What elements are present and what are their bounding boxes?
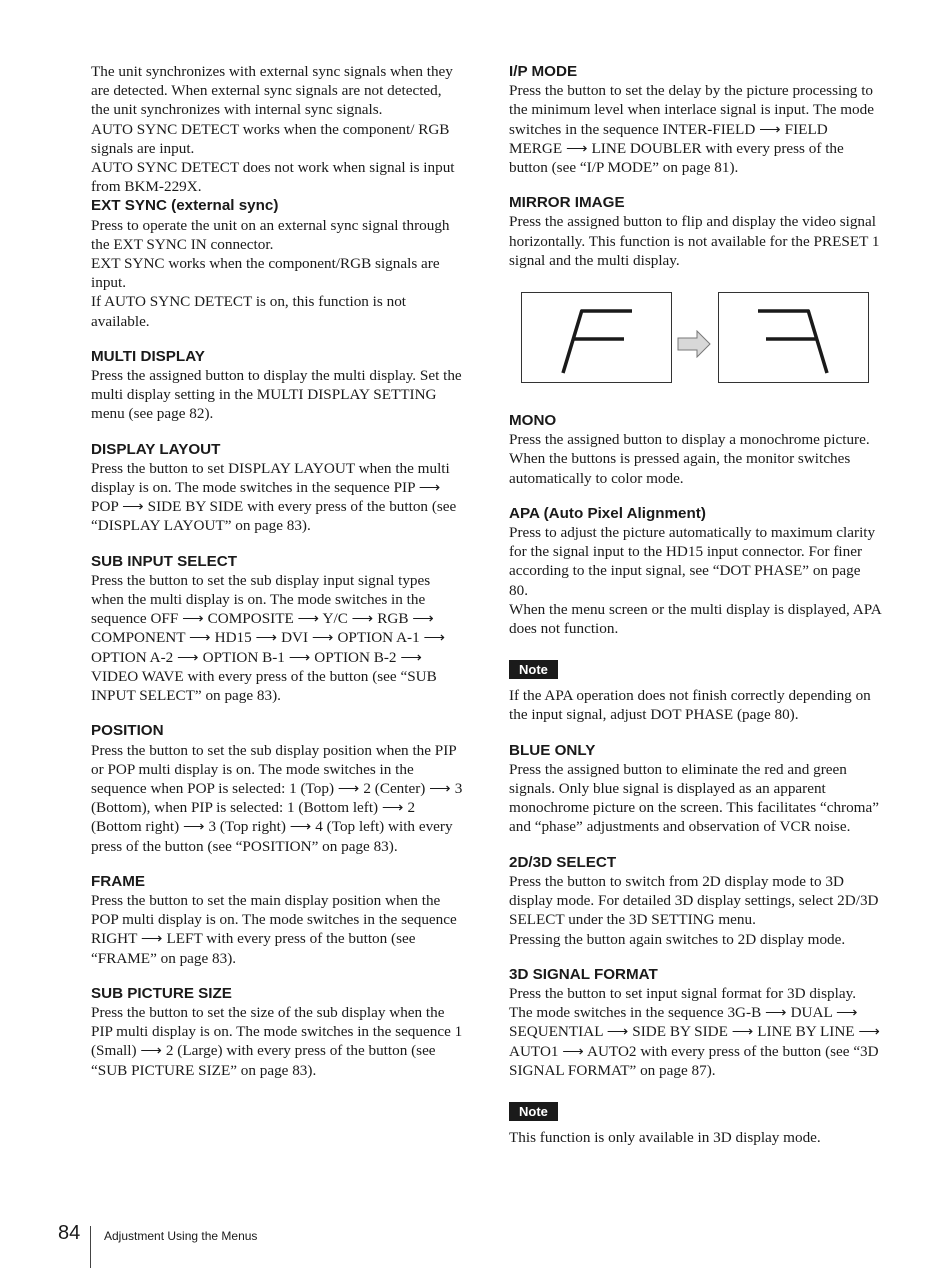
mirrored-image-frame bbox=[718, 292, 869, 383]
note-label: Note bbox=[509, 1102, 558, 1121]
mirror-image-figure bbox=[521, 292, 881, 385]
footer-section-title: Adjustment Using the Menus bbox=[104, 1229, 258, 1243]
section-heading: APA (Auto Pixel Alignment) bbox=[509, 504, 706, 522]
section-body: Press the button to set the sub display position when the PIP or POP multi display is on. The mode switches in the sequence when POP is selected: 1 (Top) ⟶ 2 (Center) ⟶ 3 (Bottom), when PIP is selected: 1 (Bottom left) ⟶ 2 (Bottom right) ⟶ 3 (Top right) ⟶ 4 (Top left) with every press of the button (see “POSITION” on page 83). bbox=[91, 741, 463, 855]
section-heading: DISPLAY LAYOUT bbox=[91, 440, 221, 458]
section-body: Press the button to set the sub display input signal types when the multi display is on. The mode switches in the sequence OFF ⟶ COMPOSITE ⟶ Y/C ⟶ RGB ⟶ COMPONENT ⟶ HD15 ⟶ DVI ⟶ OPTION A-1 ⟶ OPTION A-2 ⟶ OPTION B-1 ⟶ OPTION B-2 ⟶ VIDEO WAVE with every press of the button (see “SUB INPUT SELECT” on page 83). bbox=[91, 571, 446, 705]
section-heading: SUB INPUT SELECT bbox=[91, 552, 237, 570]
section-heading: 3D SIGNAL FORMAT bbox=[509, 965, 658, 983]
section-position bbox=[91, 721, 463, 855]
mirrored-letter-f-glyph bbox=[719, 293, 868, 382]
section-body: Press the button to set the main display position when the POP multi display is on. The mode switches in the sequence RIGHT ⟶ LEFT with every press of the button (see “FRAME” on page 83). bbox=[91, 891, 457, 967]
letter-f-glyph bbox=[522, 293, 671, 382]
note-text: If the APA operation does not finish correctly depending on the input signal, adjust DOT PHASE (page 80). bbox=[509, 687, 871, 724]
section-heading: SUB PICTURE SIZE bbox=[91, 984, 232, 1002]
right-column bbox=[509, 62, 881, 1147]
section-heading: MULTI DISPLAY bbox=[91, 347, 205, 365]
section-body: Press the button to set input signal format for 3D display. The mode switches in the sequence 3G-B ⟶ DUAL ⟶ SEQUENTIAL ⟶ SIDE BY SIDE ⟶ LINE BY LINE ⟶ AUTO1 ⟶ AUTO2 with every press of the button (see “3D SIGNAL FORMAT” on page 87). bbox=[509, 984, 881, 1079]
section-mirror-image bbox=[509, 193, 881, 270]
section-body: Press the button to set the size of the sub display when the PIP multi display is on. The mode switches in the sequence 1 (Small) ⟶ 2 (Large) with every press of the button (see “SUB PICTURE SIZE” on page 83). bbox=[91, 1003, 463, 1079]
section-3d-signal-format bbox=[509, 965, 881, 1147]
original-image-frame bbox=[521, 292, 672, 383]
section-mono bbox=[509, 411, 881, 488]
section-ext-sync bbox=[91, 196, 463, 330]
section-body: Press the button to set DISPLAY LAYOUT when the multi display is on. The mode switches in the sequence PIP ⟶ POP ⟶ SIDE BY SIDE with every press of the button (see “DISPLAY LAYOUT” on page 83). bbox=[91, 459, 457, 535]
section-heading: 2D/3D SELECT bbox=[509, 853, 617, 871]
note-text: This function is only available in 3D display mode. bbox=[509, 1128, 821, 1146]
3d-note bbox=[509, 1102, 881, 1147]
section-heading: MIRROR IMAGE bbox=[509, 194, 625, 212]
section-heading: BLUE ONLY bbox=[509, 741, 596, 759]
section-apa bbox=[509, 504, 881, 725]
section-body: Press the button to set the delay by the picture processing to the minimum level when interlace signal is input. The mode switches in the sequence INTER-FIELD ⟶ FIELD MERGE ⟶ LINE DOUBLER with every press of the button (see “I/P MODE” on page 81). bbox=[509, 82, 874, 177]
section-display-layout bbox=[91, 440, 463, 536]
section-frame bbox=[91, 872, 463, 968]
section-body: Press the assigned button to eliminate the red and green signals. Only blue signal is displayed as an apparent monochrome picture on the screen. This facilitates “chroma” and “phase” adjustments and observation of VCR noise. bbox=[509, 760, 879, 836]
section-body: Press the assigned button to flip and display the video signal horizontally. This function is not available for the PRESET 1 signal and the multi display. bbox=[509, 213, 880, 269]
section-heading: EXT SYNC (external sync) bbox=[91, 197, 279, 215]
left-column bbox=[91, 62, 463, 1080]
section-heading: POSITION bbox=[91, 722, 164, 740]
section-body: Press the assigned button to display the multi display. Set the multi display setting in the MULTI DISPLAY SETTING menu (see page 82). bbox=[91, 367, 462, 423]
note-label: Note bbox=[509, 660, 558, 679]
left-sections bbox=[91, 196, 463, 1079]
section-body: Press the assigned button to display a monochrome picture. When the buttons is pressed again, the monitor switches automatically to color mode. bbox=[509, 431, 870, 487]
footer-divider bbox=[90, 1226, 91, 1268]
section-blue-only bbox=[509, 741, 881, 837]
apa-note bbox=[509, 660, 881, 724]
section-multi-display bbox=[91, 347, 463, 424]
section-heading: I/P MODE bbox=[509, 63, 578, 80]
section-body: Press the button to switch from 2D display mode to 3D display mode. For detailed 3D display settings, select 2D/3D SELECT under the 3D SETTING menu. Pressing the button again switches to 2D display mode. bbox=[509, 872, 879, 948]
section-body: Press to operate the unit on an external sync signal through the EXT SYNC IN connector. EXT SYNC works when the component/RGB signals are input. If AUTO SYNC DETECT is on, this function is not available. bbox=[91, 216, 450, 330]
page-number: 84 bbox=[58, 1222, 81, 1244]
section-2d-3d-select bbox=[509, 853, 881, 949]
intro-paragraph: The unit synchronizes with external sync signals when they are detected. When external sync signals are not detected, the unit synchronizes with internal sync signals. AUTO SYNC DETECT works when the component/ RGB signals are input. AUTO SYNC DETECT does not work when signal is input from BKM-229X. bbox=[91, 63, 455, 196]
section-sub-input-select bbox=[91, 552, 463, 706]
section-ip-mode bbox=[509, 62, 881, 177]
arrow-right-icon bbox=[677, 330, 711, 358]
section-heading: FRAME bbox=[91, 872, 145, 890]
section-sub-picture-size bbox=[91, 984, 463, 1080]
section-body: Press to adjust the picture automatically to maximum clarity for the signal input to the HD15 input connector. For finer according to the input signal, see “DOT PHASE” on page 80. When the menu screen or the multi display is displayed, APA does not function. bbox=[509, 524, 881, 638]
section-heading: MONO bbox=[509, 412, 557, 430]
